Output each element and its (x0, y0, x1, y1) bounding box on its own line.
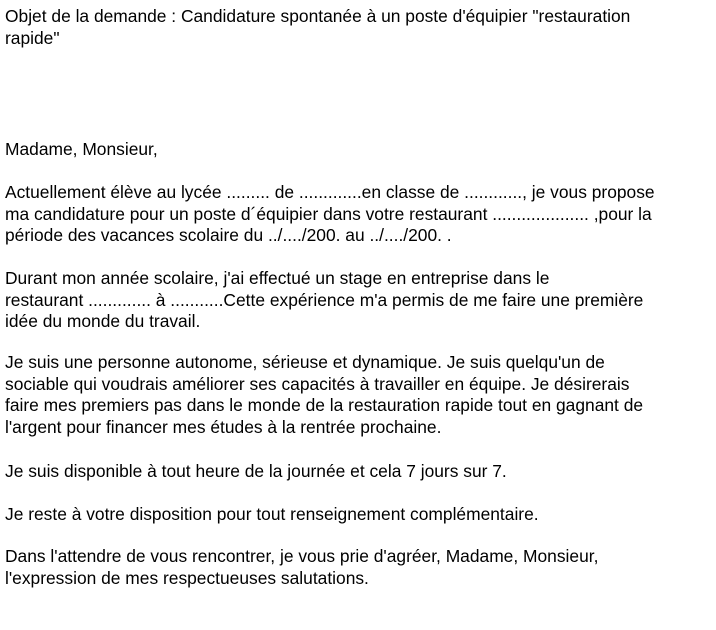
paragraph-line: restaurant ............. à ...........Cette expérience m'a permis de me faire une première (5, 289, 644, 310)
paragraph-internship (5, 268, 713, 333)
paragraph-line: sociable qui voudrais améliorer ses capacités à travailler en équipe. Je désirerais (5, 373, 630, 394)
paragraph-line: Dans l'attendre de vous rencontrer, je vous prie d'agréer, Madame, Monsieur, (5, 546, 599, 566)
paragraph-disposition (5, 504, 713, 526)
paragraph-introduction (5, 182, 713, 247)
paragraph-line: période des vacances scolaire du ../..../200. au ../..../200. . (5, 225, 452, 245)
salutation-text: Madame, Monsieur, (5, 139, 158, 159)
subject-line (5, 6, 713, 49)
paragraph-line: ma candidature pour un poste d´équipier dans votre restaurant .................... ,pour la (5, 203, 652, 224)
subject-line-1: Objet de la demande : Candidature spontanée à un poste d'équipier "restauration (5, 6, 631, 26)
paragraph-availability (5, 461, 713, 483)
paragraph-line: Je suis disponible à tout heure de la journée et cela 7 jours sur 7. (5, 461, 507, 481)
paragraph-line: Durant mon année scolaire, j'ai effectué un stage en entreprise dans le (5, 268, 550, 288)
paragraph-closing (5, 546, 713, 589)
paragraph-line: idée du monde du travail. (5, 311, 201, 331)
paragraph-line: Actuellement élève au lycée ......... de .............en classe de ............, je vous propose (5, 182, 655, 202)
paragraph-line: l'argent pour financer mes études à la rentrée prochaine. (5, 416, 442, 437)
salutation (5, 139, 713, 161)
paragraph-line: faire mes premiers pas dans le monde de la restauration rapide tout en gagnant de (5, 395, 644, 415)
subject-line-2: rapide" (5, 27, 60, 48)
paragraph-line: Je reste à votre disposition pour tout renseignement complémentaire. (5, 504, 539, 524)
paragraph-qualities (5, 352, 713, 438)
paragraph-line: l'expression de mes respectueuses salutations. (5, 567, 369, 588)
paragraph-line: Je suis une personne autonome, sérieuse et dynamique. Je suis quelqu'un de (5, 352, 605, 372)
